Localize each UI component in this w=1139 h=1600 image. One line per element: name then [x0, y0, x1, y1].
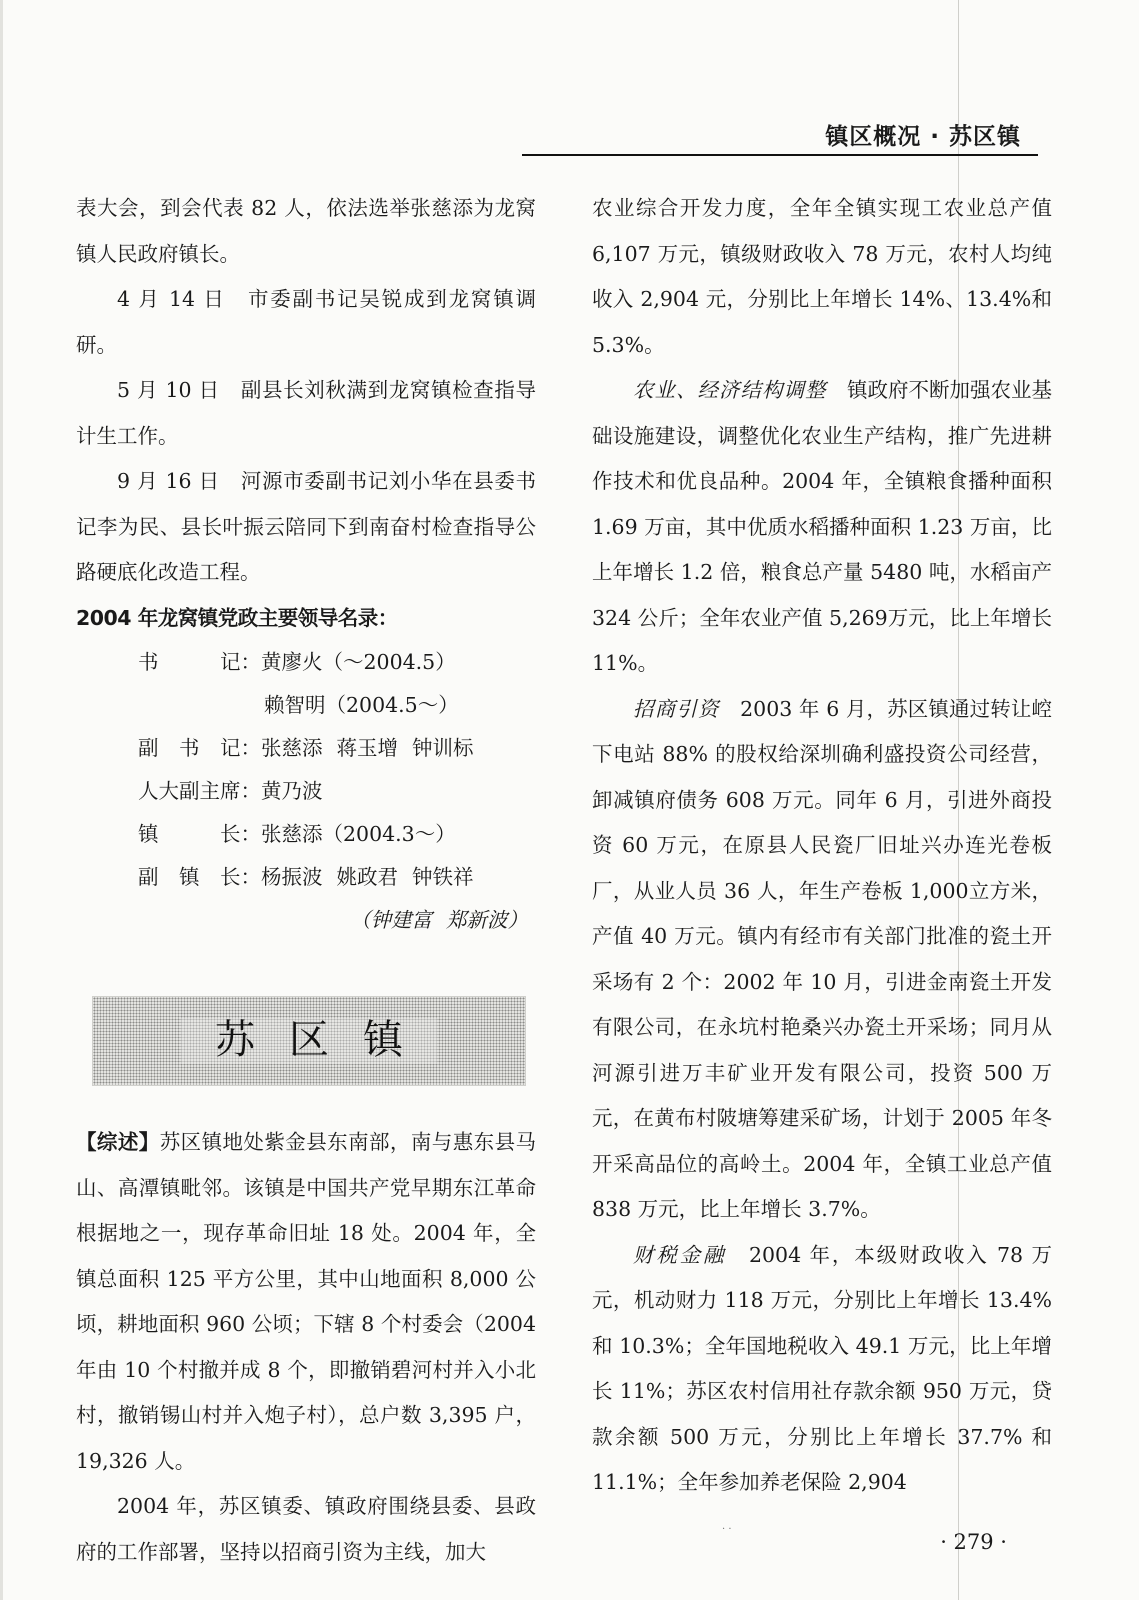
summary-label: 【综述】 — [76, 1130, 160, 1154]
paragraph — [592, 687, 1052, 1233]
roster-note-name: （钟建富 — [350, 908, 432, 932]
topic-text: 镇政府不断加强农业基础设施建设，调整优化农业生产结构，推广先进耕作技术和优良品种。2004 年，全镇粮食播种面积 1.69 万亩，其中优质水稻播种面积 1.23 万亩，比上年增长 1.2 倍，粮食总产量 5480 吨，水稻亩产 324 公斤；全年农业产值 5,269万元，比上年增长 11%。 — [592, 378, 1052, 675]
roster-heading: 2004 年龙窝镇党政主要领导名录： — [76, 605, 398, 630]
roster-name: 赖智明（2004.5～） — [264, 693, 459, 717]
roster-name: 张慈添（2004.3～） — [261, 822, 456, 846]
paragraph — [592, 1233, 1052, 1506]
roster-name: 杨振波 — [261, 865, 323, 889]
roster-row — [76, 813, 536, 856]
roster-role: 副 镇 长： — [138, 865, 261, 889]
left-column — [76, 186, 536, 1575]
paragraph: 2004 年，苏区镇委、镇政府围绕县委、县政府的工作部署，坚持以招商引资为主线，加大 — [76, 1494, 536, 1564]
paragraph: 9 月 16 日 河源市委副书记刘小华在县委书记李为民、县长叶振云陪同下到南奋村检查指导公路硬底化改造工程。 — [76, 469, 536, 584]
paragraph: 5 月 10 日 副县长刘秋满到龙窝镇检查指导计生工作。 — [76, 378, 536, 448]
roster-role: 书 记： — [138, 650, 261, 674]
summary-text: 苏区镇地处紫金县东南部，南与惠东县马山、高潭镇毗邻。该镇是中国共产党早期东江革命根据地之一，现存革命旧址 18 处。2004 年，全镇总面积 125 平方公里，其中山地面积 8,000 公顷，耕地面积 960 公顷；下辖 8 个村委会（2004 年由 10 个村撤并成 8 个，即撤销碧河村并入小北村，撤销锡山村并入炮子村），总户数 3,395 户，19,326 人。 — [76, 1130, 537, 1473]
paragraph: 4 月 14 日 市委副书记吴锐成到龙窝镇调研。 — [76, 287, 536, 357]
paragraph — [592, 368, 1052, 687]
roster-name: 钟训标 — [412, 736, 474, 760]
section-heading-box — [92, 996, 526, 1086]
roster-row — [76, 770, 536, 813]
roster-role: 镇 长： — [138, 822, 261, 846]
roster-row — [76, 684, 536, 727]
roster-role: 副 书 记： — [138, 736, 261, 760]
roster-name: 姚政君 — [336, 865, 398, 889]
roster-note-name: 郑新波） — [446, 908, 528, 932]
roster-row — [76, 856, 536, 899]
roster-row — [76, 727, 536, 770]
page-number: · 279 · — [940, 1530, 1007, 1554]
roster-name: 蒋玉增 — [336, 736, 398, 760]
scan-speck: · · — [722, 1524, 732, 1535]
topic-heading: 财税金融 — [633, 1242, 727, 1267]
topic-heading: 招商引资 — [633, 696, 720, 721]
topic-heading: 农业、经济结构调整 — [633, 378, 827, 402]
topic-text: 2003 年 6 月，苏区镇通过转让崆下电站 88% 的股权给深圳确利盛投资公司经营，卸减镇府债务 608 万元。同年 6 月，引进外商投资 60 万元，在原县人民瓷厂旧址兴办连光卷板厂，从业人员 36 人，年生产卷板 1,000立方米，产值 40 万元。镇内有经市有关部门批准的瓷土开采场有 2 个：2002 年 10 月，引进金南瓷土开发有限公司，在永坑村艳桑兴办瓷土开采场；同月从河源引进万丰矿业开发有限公司，投资 500 万元，在黄布村陂塘筹建采矿场，计划于 2005 年冬开采高品位的高岭土。2004 年，全镇工业总产值 838 万元，比上年增长 3.7%。 — [592, 696, 1053, 1221]
roster-name: 黄乃波 — [261, 779, 323, 803]
running-header: 镇区概况 · 苏区镇 — [825, 124, 1021, 150]
roster-row — [76, 641, 536, 684]
header-rule — [522, 154, 1038, 156]
leadership-roster — [76, 641, 536, 942]
paragraph: 表大会，到会代表 82 人，依法选举张慈添为龙窝镇人民政府镇长。 — [76, 196, 536, 266]
roster-name: 张慈添 — [261, 736, 323, 760]
right-column — [592, 186, 1052, 1506]
roster-role: 人大副主席： — [138, 779, 261, 803]
summary-paragraph — [76, 1120, 536, 1484]
topic-text: 2004 年，本级财政收入 78 万元，机动财力 118 万元，分别比上年增长 13.4%和 10.3%；全年国地税收入 49.1 万元，比上年增长 11%；苏区农村信用社存款余额 950 万元，贷款余额 500 万元，分别比上年增长 37.7% 和 11.1%；全年参加养老保险 2,904 — [592, 1242, 1052, 1494]
section-title: 苏区镇 — [181, 1018, 437, 1064]
scan-edge — [0, 0, 3, 1600]
paragraph: 农业综合开发力度，全年全镇实现工农业总产值 6,107 万元，镇级财政收入 78 万元，农村人均纯收入 2,904 元，分别比上年增长 14%、13.4%和 5.3%。 — [592, 196, 1052, 357]
roster-note — [76, 899, 536, 942]
roster-name: 黄廖火（～2004.5） — [261, 650, 456, 674]
roster-name: 钟铁祥 — [412, 865, 474, 889]
